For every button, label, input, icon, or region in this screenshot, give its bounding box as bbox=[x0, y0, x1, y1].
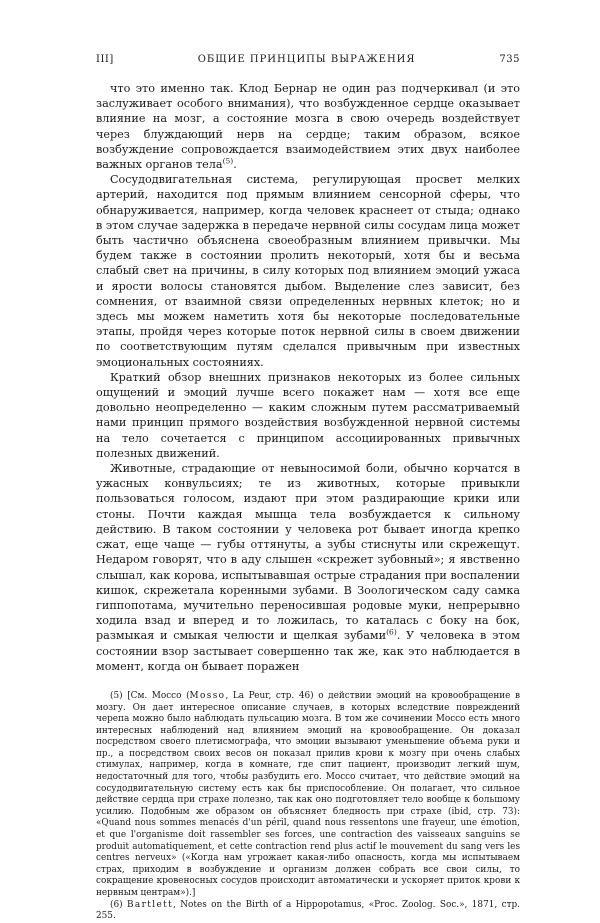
paragraph: Животные, страдающие от невыносимой боли, обычно корчатся в ужасных конвульсиях; те из животных, которые привыкли пользоваться голосом, издают при этом раздирающие крики или стоны. Почти каждая мышца тела возбуждается к сильному действию. В таком состоянии у человека рот бывает иногда крепко сжат, еще чаще — губы оттянуты, а зубы стиснуты или скрежещут. Недаром говорят, что в аду слышен «скрежет зубовный»; я явственно слышал, как корова, испытывавшая острые страдания при воспалении кишок, скрежетала коренными зубами. В Зоологическом саду самка гиппопотама, мучительно переносившая родовые муки, непрерывно ходила взад и вперед и то ложилась, то каталась с боку на бок, размыкая и смыкая челюсти и щелкая зубами$^{(6)}$. У человека в этом состоянии взор застывает совершенно так же, как это наблюдается в момент, когда он бывает поражен bbox=[96, 462, 520, 673]
author-name: Mosso bbox=[189, 690, 226, 701]
footnote-marker: (6) bbox=[110, 899, 123, 910]
footnotes bbox=[96, 691, 520, 923]
paragraph: Сосудодвигательная система, регулирующая просвет мелких артерий, находится под прямым влиянием сенсорной сферы, что обнаруживается, например, когда человек краснеет от стыда; однако в этом случае задержка в передаче нервной силы сосудам лица может быть частично объяснена своеобразным влиянием привычки. Мы будем также в состоянии пролить некоторый, хотя бы и весьма слабый свет на причины, в силу которых под влиянием эмоций ужаса и ярости волосы становятся дыбом. Выделение слез зависит, без сомнения, от взаимной связи определенных нервных клеток; но и здесь мы можем наметить хотя бы некоторые последовательные этапы, пройдя через которые поток нервной силы в своем движении по соответствующим путям сделался привычным при известных эмоциональных состояниях. bbox=[96, 173, 520, 369]
paragraph: что это именно так. Клод Бернар не один раз подчеркивал (и это заслуживает особого внимания), что возбужденное сердце оказывает влияние на мозг, а состояние мозга в свою очередь воздействует через блуждающий нерв на сердце; таким образом, всякое возбуждение сопровождается взаимодействием этих двух наиболее важных органов тела$^{(5)}$. bbox=[96, 82, 520, 172]
running-header bbox=[96, 54, 520, 65]
footnote: (5) [См. Моссо (Mosso, La Peur, стр. 46) о действии эмоций на кровообращение в мозгу. Он дает интересное описание случаев, в которых вследствие повреждений черепа можно было наблюдать пульсацию мозга. В том же сочинении Моссо есть много интересных наблюдений над влиянием эмоций на кровообращение. Он доказал посредством своего плетисмографа, что эмоции вызывают уменьшение объема руки и пр., а посредством своих весов он показал прилив крови к мозгу при очень слабых стимулах, например, когда в комнате, где спит пациент, производит легкий шум, недостаточный для того, чтобы разбудить его. Моссо считает, что действие эмоций на сосудодвигательную систему есть как бы приспособление. Он полагает, что сильное действие сердца при страхе полезно, так как оно подготовляет тело вообще к большому усилию. Подобным же образом он объясняет бледность при страхе (ibid, стр. 73): «Quand nous sommes menacés d'un péril, quand nous ressentons une frayeur, une émotion, et que l'organisme doit rassembler ses forces, une contraction des vaisseaux sanguins se produit automatiquement, et cette contraction rend plus actif le mouvement du sang vers les centres nerveux» («Когда нам угрожает какая-либо опасность, когда мы испытываем страх, приходим в возбуждение и организм должен собрать все свои силы, то сокращение кровеносных сосудов происходит автоматически и ускоряет приток крови к нервным центрам»).] bbox=[96, 690, 521, 899]
footnote-ref[interactable]: 6 bbox=[389, 627, 394, 637]
author-name: Bartlett bbox=[127, 899, 174, 910]
section-number: III] bbox=[96, 54, 114, 65]
paragraph: Краткий обзор внешних признаков некоторых из более сильных ощущений и эмоций лучше всего покажет нам — хотя все еще довольно неопределенно — каким сложным путем рассматриваемый нами принцип прямого воздействия возбужденной нервной системы на тело сочетается с принципом ассоциированных привычных полезных движений. bbox=[96, 370, 520, 460]
page-number: 735 bbox=[499, 54, 520, 65]
footnote-marker: (5) bbox=[110, 690, 123, 701]
footnote-ref[interactable]: 5 bbox=[225, 156, 231, 166]
book-page bbox=[96, 54, 520, 923]
running-title: ОБЩИЕ ПРИНЦИПЫ ВЫРАЖЕНИЯ bbox=[197, 54, 416, 65]
footnote: (6) Bartlett, Notes on the Birth of a Hippopotamus, «Proc. Zoolog. Soc.», 1871, стр. 255. bbox=[96, 899, 520, 922]
main-text bbox=[96, 81, 520, 674]
